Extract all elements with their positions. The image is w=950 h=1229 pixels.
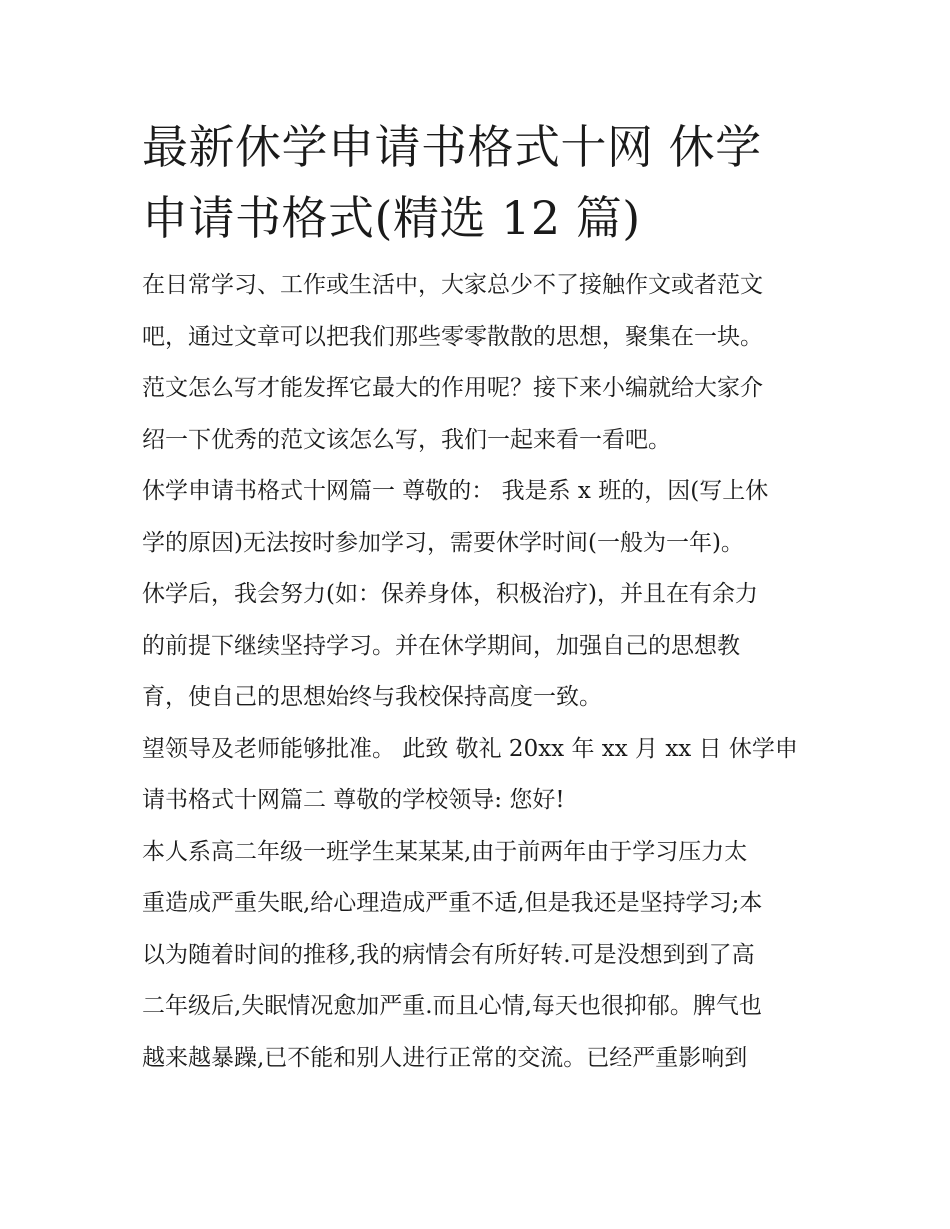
text-line: 吧，通过文章可以把我们那些零零散散的思想，聚集在一块。	[142, 323, 763, 350]
text-line: 本人系高二年级一班学生某某某,由于前两年由于学习压力太	[142, 838, 748, 865]
closing-paragraph	[142, 724, 814, 827]
title-line: 申请书格式(精选 12 篇)	[142, 191, 641, 245]
text-line: 请书格式十网篇二 尊敬的学校领导: 您好!	[142, 787, 565, 813]
text-line: 二年级后,失眠情况愈加严重.而且心情,每天也很抑郁。脾气也	[142, 993, 762, 1019]
text-line: 育，使自己的思想始终与我校保持高度一致。	[142, 684, 602, 710]
sample-one-paragraph	[142, 466, 814, 724]
text-line: 在日常学习、工作或生活中，大家总少不了接触作文或者范文	[142, 272, 763, 298]
document-title	[142, 112, 814, 254]
title-line: 最新休学申请书格式十网 休学	[142, 120, 762, 174]
text-line: 重造成严重失眠,给心理造成严重不适,但是我还是坚持学习;本	[142, 890, 763, 916]
text-line: 以为随着时间的推移,我的病情会有所好转.可是没想到到了高	[142, 941, 755, 968]
intro-paragraph	[142, 260, 814, 466]
text-line: 学的原因)无法按时参加学习，需要休学时间(一般为一年)。	[142, 529, 744, 556]
sample-two-paragraph	[142, 827, 814, 1085]
text-line: 望领导及老师能够批准。 此致 敬礼 20xx 年 xx 月 xx 日 休学申	[142, 735, 798, 762]
text-line: 绍一下优秀的范文该怎么写，我们一起来看一看吧。	[142, 426, 671, 453]
document-page	[142, 112, 814, 1084]
text-line: 越来越暴躁,已不能和别人进行正常的交流。已经严重影响到	[142, 1044, 748, 1071]
text-line: 范文怎么写才能发挥它最大的作用呢？接下来小编就给大家介	[142, 375, 763, 401]
text-line: 休学后，我会努力(如：保养身体，积极治疗)，并且在有余力	[142, 581, 758, 607]
text-line: 的前提下继续坚持学习。并在休学期间，加强自己的思想教	[142, 632, 740, 659]
text-line: 休学申请书格式十网篇一 尊敬的： 我是系 x 班的，因(写上休	[142, 478, 769, 504]
